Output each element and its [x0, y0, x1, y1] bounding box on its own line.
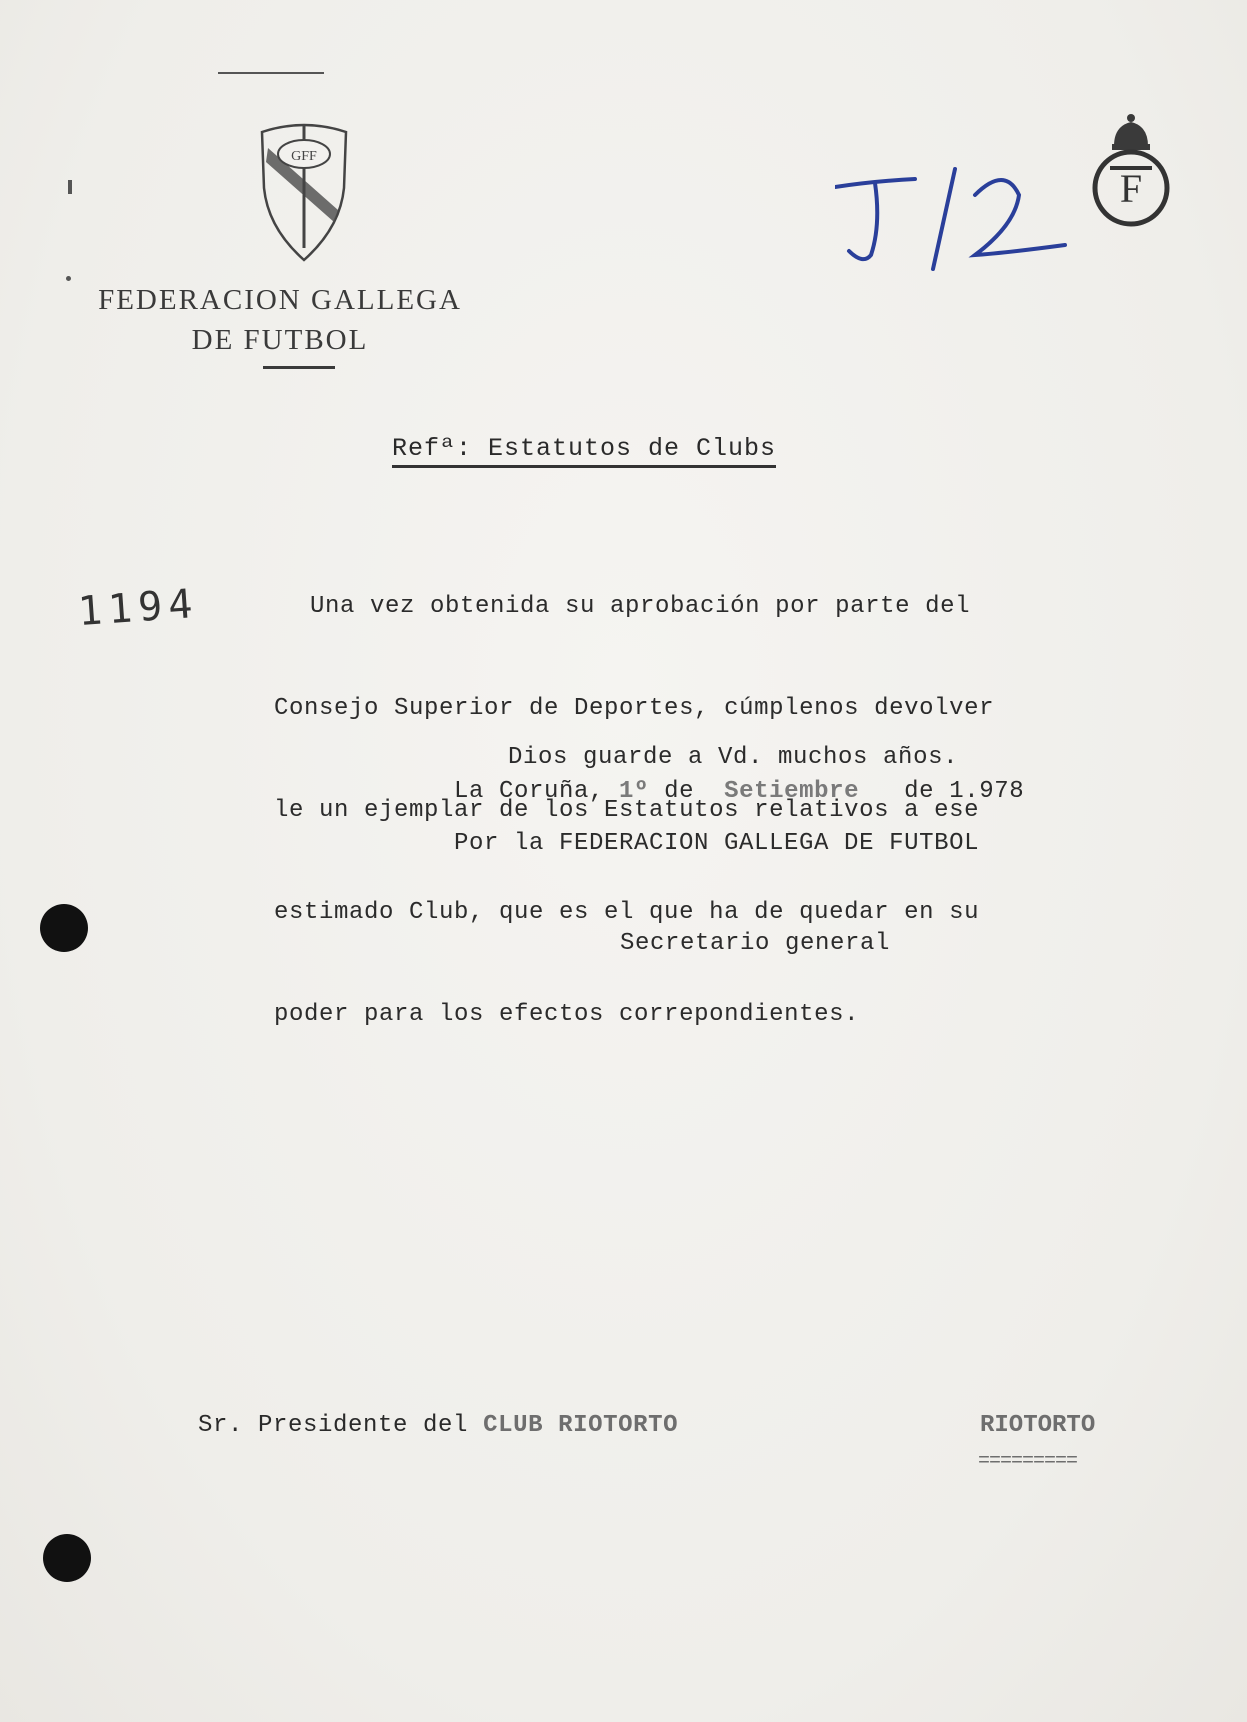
letterhead-rule	[263, 366, 335, 369]
addressee-prefix: Sr. Presidente del	[198, 1412, 469, 1439]
date-de: de	[904, 778, 935, 805]
federation-crest-icon	[258, 118, 350, 262]
rfef-crest-icon	[1090, 112, 1172, 228]
body-line: Una vez obtenida su aprobación por parte del	[310, 593, 971, 620]
pencil-mark	[68, 180, 72, 194]
date-place: La Coruña,	[454, 778, 605, 805]
svg-text:F: F	[1119, 166, 1143, 211]
body-line: poder para los efectos correpondientes.	[274, 1001, 860, 1028]
date-de: de	[664, 778, 695, 805]
addressee-town: RIOTORTO	[980, 1412, 1096, 1439]
date-month: Setiembre	[724, 778, 860, 805]
svg-text:GFF: GFF	[291, 149, 317, 164]
punch-hole	[40, 904, 88, 952]
closing-greeting: Dios guarde a Vd. muchos años.	[508, 744, 959, 771]
federation-name-line1: FEDERACION GALLEGA	[98, 284, 462, 316]
addressee-club: CLUB RIOTORTO	[483, 1412, 679, 1439]
pencil-mark	[218, 72, 324, 74]
punch-hole	[43, 1534, 91, 1582]
body-line: estimado Club, que es el que ha de quedar en su	[274, 899, 980, 926]
addressee-town-underline: =========	[978, 1450, 1078, 1473]
date-line	[454, 778, 1024, 805]
body-line: Consejo Superior de Deportes, cúmplenos devolver	[274, 695, 995, 722]
pencil-mark	[66, 276, 71, 281]
signatory-title: Secretario general	[620, 930, 891, 957]
date-year: 1.978	[949, 778, 1025, 805]
reference-line: Refª: Estatutos de Clubs	[392, 434, 776, 468]
addressee-line	[198, 1412, 678, 1439]
handwritten-note	[835, 165, 1075, 275]
body-line: le un ejemplar de los Estatutos relativos a ese	[274, 797, 980, 824]
federation-name	[60, 280, 500, 360]
letter-body	[274, 522, 1094, 1100]
file-number-stamp: 1194	[76, 580, 200, 636]
signatory-line: Por la FEDERACION GALLEGA DE FUTBOL	[454, 830, 980, 857]
federation-name-line2: DE FUTBOL	[191, 324, 369, 356]
date-day: 1º	[619, 778, 650, 805]
